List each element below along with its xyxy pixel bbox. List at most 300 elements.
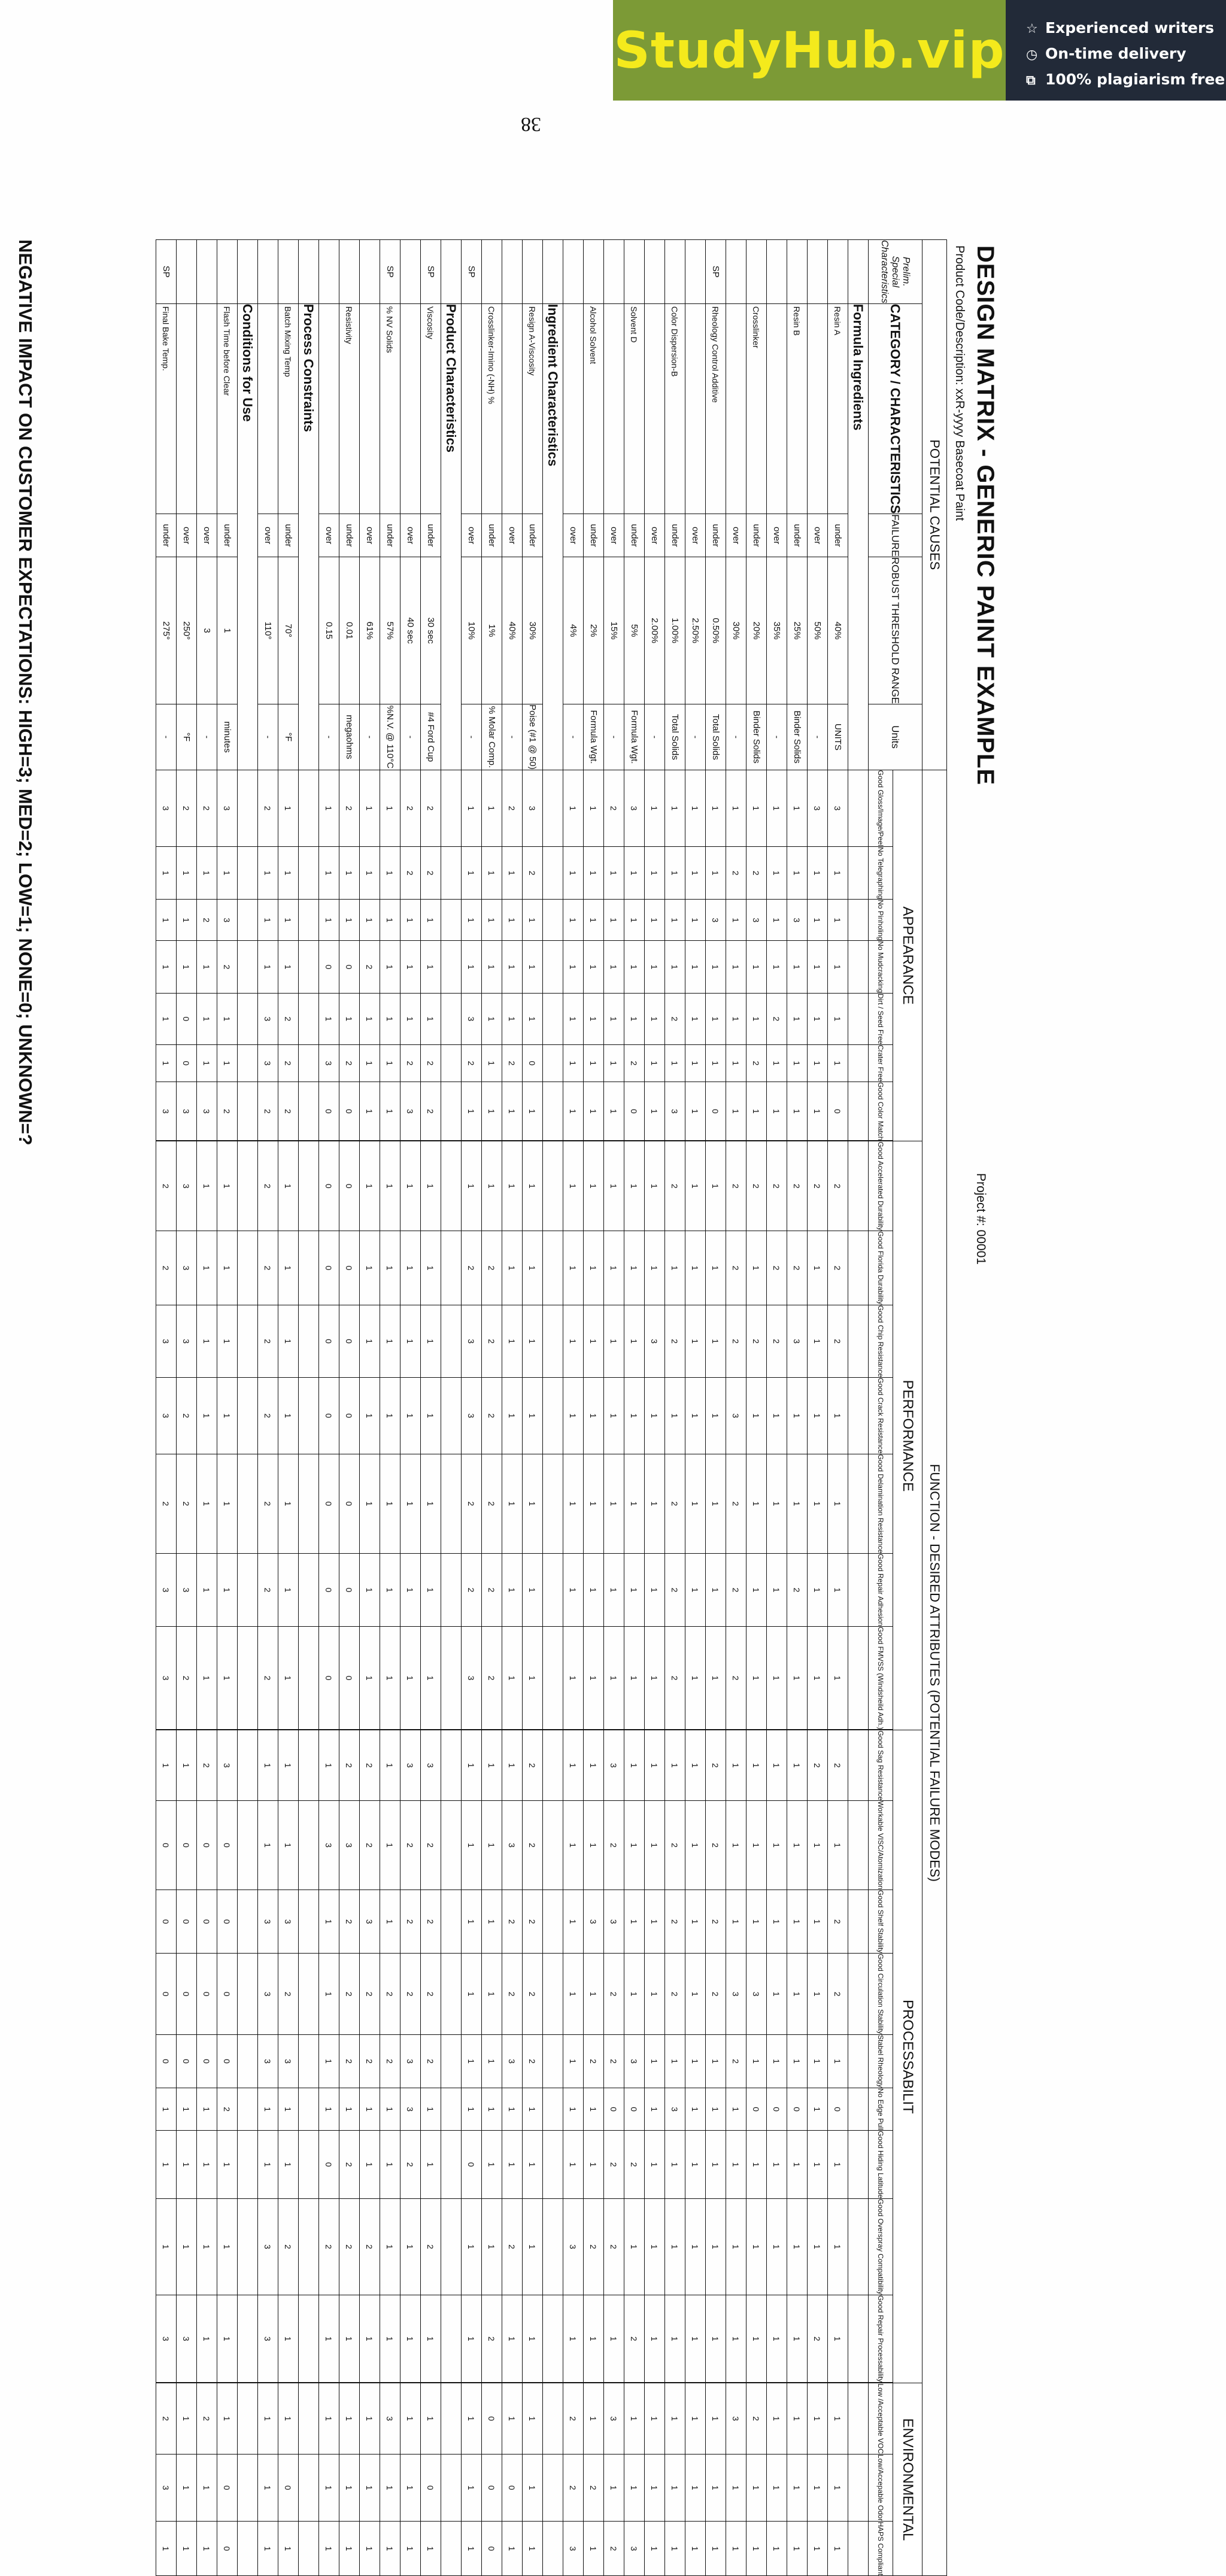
impact-rating: 3	[624, 770, 645, 846]
impact-rating: 2	[584, 2454, 604, 2521]
impact-rating: 1	[726, 2522, 746, 2576]
impact-rating: 1	[808, 847, 828, 900]
impact-rating: 1	[685, 1082, 706, 1141]
impact-rating: 1	[645, 770, 665, 846]
impact-rating: 2	[523, 2035, 543, 2088]
special-characteristic-flag	[726, 240, 746, 304]
impact-rating: 1	[787, 1954, 808, 2035]
impact-rating: 1	[767, 2295, 787, 2382]
impact-rating: 0	[177, 1044, 197, 1082]
impact-rating: 1	[828, 1378, 848, 1454]
failure-mode: under	[624, 514, 645, 557]
impact-rating: 1	[726, 2088, 746, 2131]
impact-rating: 2	[665, 1954, 685, 2035]
empty-cell	[543, 1082, 563, 1141]
group-header: ENVIRONMENTAL	[893, 2383, 922, 2576]
impact-rating: 1	[767, 2522, 787, 2576]
impact-rating: 1	[685, 1378, 706, 1454]
impact-rating: 1	[746, 1801, 767, 1890]
impact-rating: 1	[604, 2454, 624, 2521]
threshold-value: 10%	[462, 557, 482, 704]
impact-rating: 1	[502, 2522, 523, 2576]
impact-rating: 3	[156, 2454, 177, 2521]
section-heading: Ingredient Characteristics	[543, 303, 563, 770]
impact-legend: NEGATIVE IMPACT ON CUSTOMER EXPECTATIONS: HIGH=3; MED=2; LOW=1; NONE=0; UNKNOWN=?	[15, 239, 36, 1146]
matrix-row	[502, 240, 523, 2576]
impact-rating: 1	[258, 2131, 278, 2199]
empty-cell	[299, 1954, 319, 2035]
impact-rating: 1	[624, 1231, 645, 1305]
impact-rating: 3	[278, 2035, 299, 2088]
impact-rating: 1	[665, 2454, 685, 2521]
impact-rating: 2	[665, 1801, 685, 1890]
empty-cell	[848, 2198, 869, 2295]
impact-rating: 1	[624, 1626, 645, 1729]
impact-rating: 2	[360, 2035, 380, 2088]
impact-rating: 0	[624, 2088, 645, 2131]
empty-cell	[441, 2131, 462, 2199]
impact-rating: 3	[217, 1730, 238, 1801]
impact-rating: 1	[685, 1141, 706, 1231]
empty-cell	[299, 1890, 319, 1953]
units-value: -	[563, 704, 584, 770]
impact-rating: 1	[584, 900, 604, 941]
impact-rating: 2	[462, 1554, 482, 1627]
impact-rating: 1	[523, 1305, 543, 1377]
impact-rating: 1	[787, 2522, 808, 2576]
impact-rating: 1	[563, 900, 584, 941]
impact-rating: 2	[808, 1141, 828, 1231]
impact-rating: 1	[462, 1801, 482, 1890]
impact-rating: 0	[339, 1454, 360, 1553]
units-value: -	[360, 704, 380, 770]
empty-cell	[441, 2198, 462, 2295]
impact-rating: 1	[523, 1626, 543, 1729]
impact-rating: 0	[156, 1801, 177, 1890]
impact-rating: 1	[482, 941, 502, 994]
units-value: °F	[278, 704, 299, 770]
impact-rating: 1	[726, 1044, 746, 1082]
impact-rating: 1	[746, 1626, 767, 1729]
impact-rating: 1	[400, 994, 421, 1045]
impact-rating: 1	[380, 1231, 400, 1305]
empty-cell	[543, 1801, 563, 1890]
impact-rating: 1	[787, 1890, 808, 1953]
impact-rating: 1	[645, 2383, 665, 2454]
impact-rating: 1	[645, 1890, 665, 1953]
impact-rating: 1	[278, 1801, 299, 1890]
impact-rating: 0	[319, 1305, 339, 1377]
impact-rating: 2	[421, 847, 441, 900]
impact-rating: 1	[400, 1626, 421, 1729]
empty-cell	[848, 900, 869, 941]
impact-rating: 1	[156, 900, 177, 941]
impact-rating: 2	[400, 1954, 421, 2035]
empty-cell	[848, 2035, 869, 2088]
impact-rating: 2	[726, 847, 746, 900]
impact-rating: 1	[197, 1454, 217, 1553]
failure-mode: under	[828, 514, 848, 557]
empty-cell	[238, 900, 258, 941]
impact-rating: 1	[624, 1141, 645, 1231]
impact-rating: 1	[502, 1554, 523, 1627]
impact-rating: 3	[604, 2383, 624, 2454]
impact-rating: 2	[421, 1082, 441, 1141]
impact-rating: 1	[421, 1626, 441, 1729]
impact-rating: 2	[767, 1305, 787, 1377]
impact-rating: 1	[502, 2131, 523, 2199]
impact-rating: 2	[767, 1141, 787, 1231]
impact-rating: 3	[624, 2522, 645, 2576]
impact-rating: 2	[217, 2088, 238, 2131]
empty-cell	[848, 1626, 869, 1729]
empty-cell	[543, 1305, 563, 1377]
empty-cell	[441, 1082, 462, 1141]
impact-rating: 1	[278, 2383, 299, 2454]
scanned-page	[13, 239, 1001, 2576]
characteristic-name: Final Bake Temp.	[156, 303, 177, 514]
impact-rating: 1	[808, 1554, 828, 1627]
impact-rating: 1	[523, 2454, 543, 2521]
group-header: PROCESSABILIT	[893, 1730, 922, 2383]
impact-rating: 1	[808, 2522, 828, 2576]
impact-rating: 1	[319, 2035, 339, 2088]
impact-rating: 1	[380, 2454, 400, 2521]
attribute-column-header: Good Repair Adhesion	[869, 1554, 893, 1627]
empty-cell	[441, 1890, 462, 1953]
impact-rating: 2	[787, 1141, 808, 1231]
empty-cell	[299, 1044, 319, 1082]
impact-rating: 3	[604, 1890, 624, 1953]
impact-rating: 1	[767, 2131, 787, 2199]
impact-rating: 1	[726, 1801, 746, 1890]
impact-rating: 1	[828, 1801, 848, 1890]
impact-rating: 1	[319, 2522, 339, 2576]
threshold-value: 30%	[523, 557, 543, 704]
failure-mode: over	[685, 514, 706, 557]
impact-rating: 1	[502, 1231, 523, 1305]
units-value: Binder Solids	[787, 704, 808, 770]
impact-rating: 1	[380, 994, 400, 1045]
impact-rating: 1	[767, 1730, 787, 1801]
impact-rating: 0	[828, 2088, 848, 2131]
impact-rating: 3	[808, 770, 828, 846]
impact-rating: 1	[482, 1044, 502, 1082]
impact-rating: 2	[604, 770, 624, 846]
impact-rating: 3	[563, 2198, 584, 2295]
special-characteristic-flag: SP	[156, 240, 177, 304]
impact-rating: 1	[665, 2198, 685, 2295]
impact-rating: 0	[339, 1626, 360, 1729]
impact-rating: 1	[502, 941, 523, 994]
failure-mode: under	[421, 514, 441, 557]
impact-rating: 2	[339, 2035, 360, 2088]
impact-rating: 1	[502, 1305, 523, 1377]
impact-rating: 1	[828, 847, 848, 900]
empty-cell	[543, 2088, 563, 2131]
impact-rating: 1	[482, 2198, 502, 2295]
impact-rating: 1	[726, 941, 746, 994]
empty-cell	[238, 2383, 258, 2454]
matrix-row	[624, 240, 645, 2576]
empty-cell	[848, 1378, 869, 1454]
empty-cell	[848, 1554, 869, 1627]
empty-cell	[441, 1141, 462, 1231]
impact-rating: 1	[685, 1890, 706, 1953]
impact-rating: 1	[604, 1554, 624, 1627]
special-characteristic-flag	[604, 240, 624, 304]
empty-cell	[238, 2295, 258, 2382]
impact-rating: 0	[339, 1378, 360, 1454]
failure-mode: under	[787, 514, 808, 557]
impact-rating: 1	[624, 1890, 645, 1953]
attribute-column-header: No Mudcracking	[869, 941, 893, 994]
characteristic-name	[767, 303, 787, 514]
empty-cell	[238, 1801, 258, 1890]
impact-rating: 1	[400, 1554, 421, 1627]
impact-rating: 2	[502, 1044, 523, 1082]
empty-cell	[848, 2131, 869, 2199]
units-value: -	[400, 704, 421, 770]
empty-cell	[441, 1454, 462, 1553]
impact-rating: 1	[706, 941, 726, 994]
impact-rating: 1	[746, 1730, 767, 1801]
impact-rating: 1	[808, 2383, 828, 2454]
impact-rating: 1	[380, 1378, 400, 1454]
empty-cell	[543, 2295, 563, 2382]
special-characteristic-flag	[360, 240, 380, 304]
impact-rating: 3	[177, 1082, 197, 1141]
impact-rating: 2	[360, 1730, 380, 1801]
special-characteristic-flag	[319, 240, 339, 304]
impact-rating: 1	[828, 2295, 848, 2382]
impact-rating: 2	[319, 2198, 339, 2295]
impact-rating: 2	[462, 1454, 482, 1553]
matrix-row	[828, 240, 848, 2576]
impact-rating: 2	[278, 1044, 299, 1082]
empty-cell	[299, 1454, 319, 1553]
failure-mode: under	[482, 514, 502, 557]
impact-rating: 1	[746, 2454, 767, 2521]
empty-cell	[441, 1044, 462, 1082]
impact-rating: 0	[217, 2454, 238, 2521]
impact-rating: 0	[319, 2131, 339, 2199]
impact-rating: 1	[584, 770, 604, 846]
special-characteristic-flag	[563, 240, 584, 304]
impact-rating: 1	[156, 994, 177, 1045]
impact-rating: 1	[360, 2131, 380, 2199]
impact-rating: 2	[665, 1305, 685, 1377]
impact-rating: 1	[584, 994, 604, 1045]
impact-rating: 1	[421, 1141, 441, 1231]
threshold-value: 110°	[258, 557, 278, 704]
impact-rating: 1	[197, 847, 217, 900]
impact-rating: 1	[624, 2454, 645, 2521]
empty-cell	[543, 770, 563, 846]
impact-rating: 2	[482, 1554, 502, 1627]
impact-rating: 1	[665, 770, 685, 846]
empty-cell	[299, 2454, 319, 2521]
impact-rating: 3	[156, 1626, 177, 1729]
empty-cell	[441, 2295, 462, 2382]
attribute-column-header: No Edge Pull	[869, 2088, 893, 2131]
section-heading: Formula Ingredients	[848, 303, 869, 770]
matrix-row	[278, 240, 299, 2576]
perk-item: ☆ Experienced writers	[1026, 16, 1226, 41]
units-header: Units	[869, 704, 922, 770]
empty-cell	[299, 1626, 319, 1729]
impact-rating: 1	[584, 1954, 604, 2035]
units-value: Poise (#1 @ 50)	[523, 704, 543, 770]
impact-rating: 3	[156, 2295, 177, 2382]
impact-rating: 1	[217, 2131, 238, 2199]
copy-icon: ⧉	[1026, 73, 1036, 88]
impact-rating: 1	[563, 1454, 584, 1553]
units-value: Binder Solids	[746, 704, 767, 770]
impact-rating: 2	[665, 994, 685, 1045]
impact-rating: 1	[523, 1378, 543, 1454]
characteristic-name	[563, 303, 584, 514]
impact-rating: 3	[258, 2295, 278, 2382]
units-value: % Molar Comp.	[482, 704, 502, 770]
empty-cell	[543, 2454, 563, 2521]
impact-rating: 1	[624, 2198, 645, 2295]
impact-rating: 1	[462, 2198, 482, 2295]
empty-cell	[299, 1231, 319, 1305]
empty-cell	[543, 994, 563, 1045]
impact-rating: 1	[685, 770, 706, 846]
impact-rating: 1	[706, 2035, 726, 2088]
section-spacer	[543, 240, 563, 304]
impact-rating: 1	[787, 994, 808, 1045]
impact-rating: 1	[604, 1454, 624, 1553]
impact-rating: 2	[482, 1454, 502, 1553]
empty-cell	[441, 1954, 462, 2035]
impact-rating: 1	[462, 900, 482, 941]
impact-rating: 1	[319, 1730, 339, 1801]
brand-logo[interactable]	[613, 0, 1006, 101]
impact-rating: 1	[217, 1231, 238, 1305]
impact-rating: 1	[604, 1305, 624, 1377]
impact-rating: 0	[177, 994, 197, 1045]
impact-rating: 1	[828, 1554, 848, 1627]
threshold-value: 2.50%	[685, 557, 706, 704]
impact-rating: 1	[828, 2383, 848, 2454]
impact-rating: 3	[177, 1141, 197, 1231]
impact-rating: 3	[787, 900, 808, 941]
impact-rating: 1	[828, 2198, 848, 2295]
failure-mode: under	[746, 514, 767, 557]
impact-rating: 3	[706, 900, 726, 941]
failure-mode: over	[319, 514, 339, 557]
impact-rating: 2	[156, 2383, 177, 2454]
impact-rating: 1	[645, 1044, 665, 1082]
units-value: UNITS	[828, 704, 848, 770]
impact-rating: 1	[217, 1454, 238, 1553]
studyhub-banner[interactable]	[613, 0, 1226, 101]
impact-rating: 1	[462, 2035, 482, 2088]
perks-list	[1006, 0, 1226, 101]
impact-rating: 2	[258, 770, 278, 846]
impact-rating: 1	[482, 847, 502, 900]
matrix-row	[482, 240, 502, 2576]
impact-rating: 1	[746, 2295, 767, 2382]
impact-rating: 3	[217, 770, 238, 846]
impact-rating: 1	[746, 2522, 767, 2576]
impact-rating: 1	[645, 2198, 665, 2295]
impact-rating: 1	[604, 1378, 624, 1454]
impact-rating: 2	[502, 2198, 523, 2295]
threshold-value: 3	[197, 557, 217, 704]
impact-rating: 2	[258, 1141, 278, 1231]
impact-rating: 2	[421, 1890, 441, 1953]
impact-rating: 1	[645, 1378, 665, 1454]
characteristic-name: Color Dispersion-B	[665, 303, 685, 514]
impact-rating: 1	[502, 2383, 523, 2454]
impact-rating: 1	[197, 941, 217, 994]
impact-rating: 3	[726, 1378, 746, 1454]
impact-rating: 1	[726, 2198, 746, 2295]
impact-rating: 1	[563, 1554, 584, 1627]
empty-cell	[848, 2295, 869, 2382]
impact-rating: 1	[156, 847, 177, 900]
impact-rating: 2	[258, 1454, 278, 1553]
impact-rating: 1	[624, 1554, 645, 1627]
impact-rating: 2	[746, 2383, 767, 2454]
empty-cell	[238, 1954, 258, 2035]
failure-mode: over	[197, 514, 217, 557]
empty-cell	[299, 1554, 319, 1627]
impact-rating: 1	[197, 1141, 217, 1231]
units-value: Formula Wgt.	[584, 704, 604, 770]
attribute-column-header: Good Gloss/Image/Peel	[869, 770, 893, 846]
impact-rating: 1	[584, 2383, 604, 2454]
impact-rating: 2	[828, 1305, 848, 1377]
impact-rating: 3	[462, 994, 482, 1045]
page-number: 38	[521, 113, 541, 135]
impact-rating: 1	[278, 1554, 299, 1627]
empty-cell	[238, 2522, 258, 2576]
characteristic-name	[258, 303, 278, 514]
failure-mode: over	[808, 514, 828, 557]
impact-rating: 1	[258, 2383, 278, 2454]
impact-rating: 1	[665, 1044, 685, 1082]
impact-rating: 0	[462, 2131, 482, 2199]
impact-rating: 2	[421, 1954, 441, 2035]
impact-rating: 1	[746, 770, 767, 846]
impact-rating: 0	[156, 2035, 177, 2088]
impact-rating: 1	[828, 1626, 848, 1729]
characteristic-name	[726, 303, 746, 514]
impact-rating: 1	[380, 1801, 400, 1890]
impact-rating: 1	[380, 900, 400, 941]
impact-rating: 1	[482, 1890, 502, 1953]
impact-rating: 1	[726, 2295, 746, 2382]
impact-rating: 1	[197, 994, 217, 1045]
impact-rating: 1	[685, 2454, 706, 2521]
empty-cell	[238, 1554, 258, 1627]
characteristic-name: Flash Time before Clear	[217, 303, 238, 514]
impact-rating: 1	[177, 1730, 197, 1801]
impact-rating: 3	[156, 1305, 177, 1377]
impact-rating: 1	[787, 847, 808, 900]
impact-rating: 1	[258, 900, 278, 941]
characteristic-name	[177, 303, 197, 514]
impact-rating: 2	[197, 1730, 217, 1801]
impact-rating: 1	[197, 1626, 217, 1729]
empty-cell	[543, 1730, 563, 1801]
impact-rating: 1	[339, 2088, 360, 2131]
